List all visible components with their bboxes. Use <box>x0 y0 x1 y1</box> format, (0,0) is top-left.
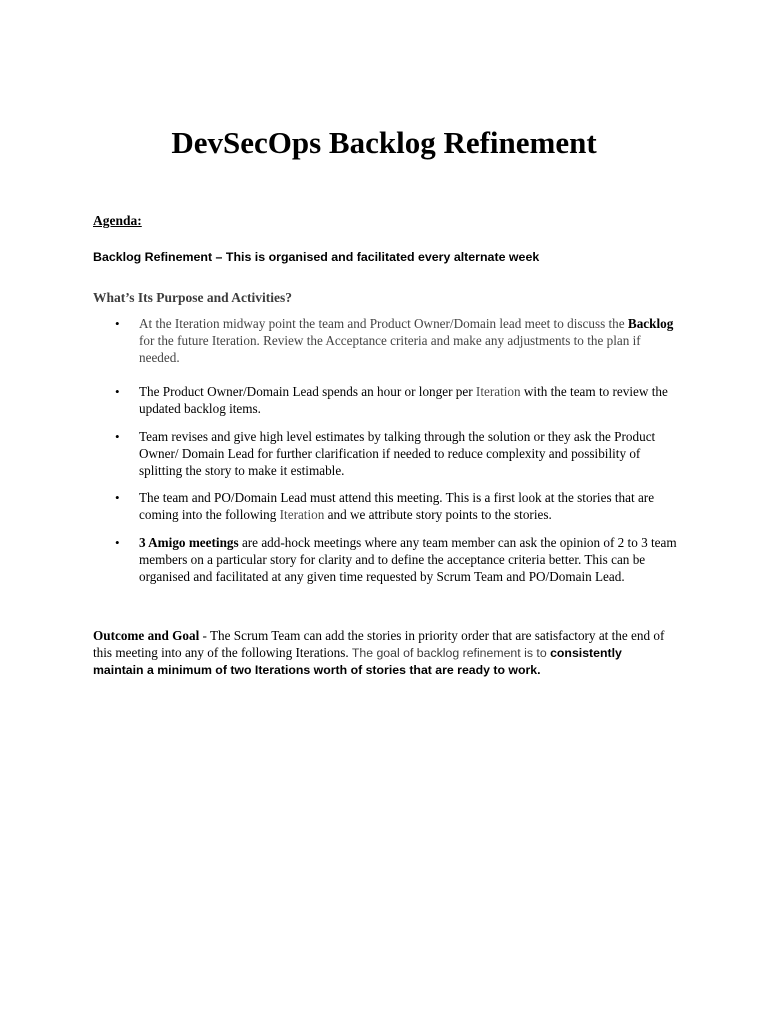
bullet-icon: • <box>115 490 120 506</box>
list-item-text: At the Iteration midway point the team and Product Owner/Domain lead meet to discuss the <box>139 316 628 331</box>
list-item-highlight: Iteration <box>475 384 521 400</box>
list-item-text: are add-hock meetings where any team member can ask the opinion of 2 to 3 team members on a particular story for clarity and to define the acceptance criteria better. This can be organised and facilitated at any given time requested by Scrum Team and PO/Domain Lead. <box>139 534 677 584</box>
outcome-paragraph <box>93 628 668 678</box>
bullet-icon: • <box>115 384 120 400</box>
outcome-goal-text: The goal of backlog refinement is to <box>348 645 551 660</box>
list-item-text: Team revises and give high level estimates by talking through the solution or they ask the Product Owner/ Domain Lead for further clarification if needed to reduce complexity and possibility of splitting the story to make it estimable. <box>139 428 656 478</box>
bullet-icon: • <box>115 534 120 550</box>
agenda-subtitle: Backlog Refinement – This is organised and facilitated every alternate week <box>93 250 540 264</box>
outcome-goal-bold: consistently maintain a minimum of two Iterations worth of stories that are ready to work. <box>93 645 622 677</box>
outcome-text: The Scrum Team can add the stories in priority order that are satisfactory at the end of this meeting into any of the following Iterations. <box>93 628 665 660</box>
document-title: DevSecOps Backlog Refinement <box>171 125 597 160</box>
list-item-text: and we attribute story points to the stories. <box>324 507 552 523</box>
outcome-lead: Outcome and Goal <box>93 628 200 643</box>
list-item <box>0 535 679 585</box>
outcome-dash: - <box>199 628 210 643</box>
bullet-icon: • <box>115 428 120 444</box>
list-item <box>0 316 679 366</box>
list-item-text: The team and PO/Domain Lead must attend this meeting. This is a first look at the stories that are coming into the following <box>139 490 655 523</box>
list-item-highlight: Iteration <box>279 507 325 523</box>
list-item <box>0 384 679 418</box>
agenda-label: Agenda: <box>93 213 142 228</box>
purpose-heading: What’s Its Purpose and Activities? <box>93 290 293 305</box>
activities-list <box>0 316 768 585</box>
list-item <box>0 429 679 479</box>
list-item-text: with the team to review the updated backlog items. <box>139 384 668 417</box>
list-item-text: The Product Owner/Domain Lead spends an hour or longer per <box>139 384 476 400</box>
list-item-bold: 3 Amigo meetings <box>139 534 239 550</box>
list-item-bold: Backlog <box>627 316 674 331</box>
list-item <box>0 490 679 524</box>
list-item-text: for the future Iteration. Review the Acceptance criteria and make any adjustments to the plan if needed. <box>139 332 641 365</box>
bullet-icon: • <box>115 316 120 331</box>
